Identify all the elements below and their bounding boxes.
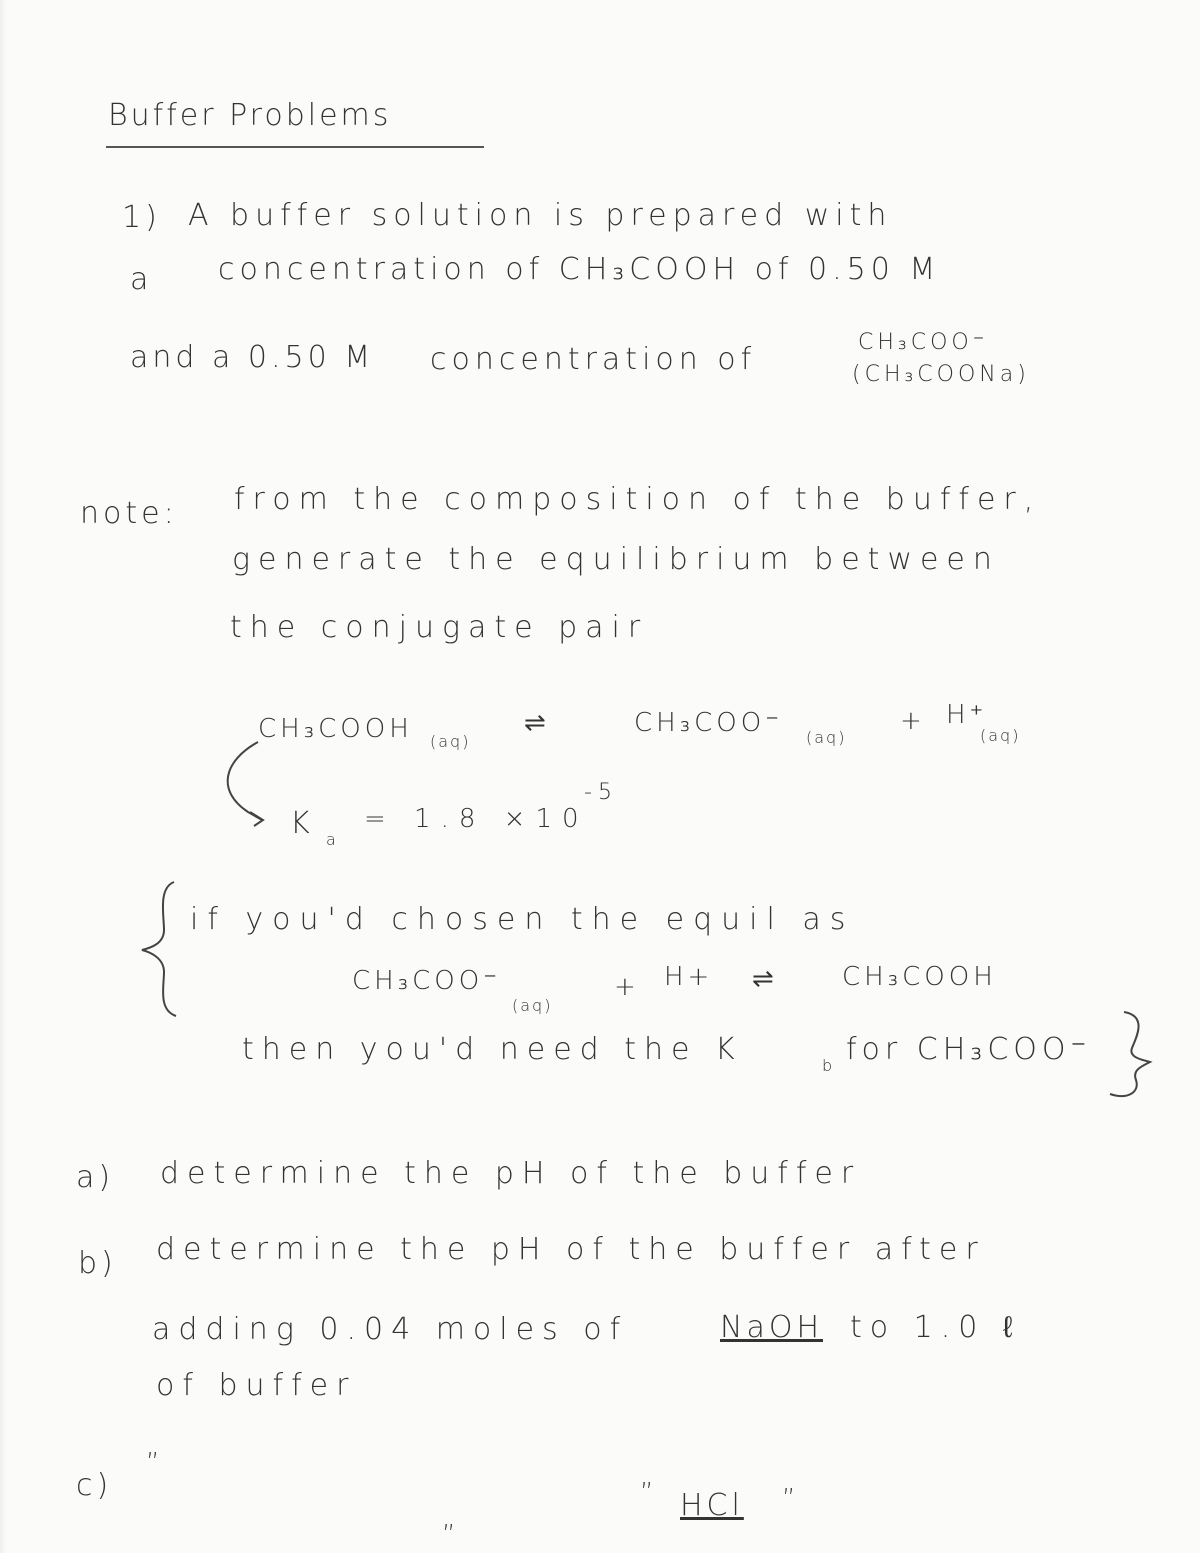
curved-arrow-head xyxy=(250,812,263,826)
aside-eq-plus: + xyxy=(614,972,640,1002)
part-b-label: b) xyxy=(78,1246,117,1281)
eq-product-h-state: (aq) xyxy=(980,726,1021,745)
acetate-salt: (CH₃COONa) xyxy=(852,362,1030,387)
part-c-ditto-4: ” xyxy=(782,1484,800,1514)
page-title: Buffer Problems xyxy=(108,98,392,133)
problem-line-3: concentration of xyxy=(430,342,757,377)
aside-eq-state: (aq) xyxy=(512,996,553,1015)
note-line-1: from the composition of the buffer, xyxy=(234,482,1042,517)
curved-arrow xyxy=(228,742,262,820)
note-line-2: generate the equilibrium between xyxy=(232,542,1000,577)
part-c-label: c) xyxy=(76,1468,113,1503)
part-b-line-3: of buffer xyxy=(156,1368,357,1403)
problem-line-3-prefix: and a 0.50 M xyxy=(130,340,375,375)
part-c-hcl: HCl xyxy=(680,1488,744,1523)
part-b-naoh: NaOH xyxy=(720,1310,823,1345)
part-a-text: determine the pH of the buffer xyxy=(160,1156,862,1191)
part-c-ditto-3: ” xyxy=(640,1478,658,1508)
note-line-3: the conjugate pair xyxy=(230,610,649,645)
part-b-line-2-end: to 1.0 ℓ xyxy=(850,1310,1021,1345)
eq-product-h: H⁺ xyxy=(946,700,988,730)
part-c-ditto-2: ” xyxy=(442,1520,460,1550)
eq-reactant-state: (aq) xyxy=(430,732,471,751)
aside-line-3: then you'd need the K xyxy=(242,1032,743,1067)
ka-subscript: a xyxy=(326,830,338,849)
aside-kb-subscript: b xyxy=(822,1056,835,1075)
right-brace xyxy=(1110,1012,1150,1096)
aside-eq-reactant: CH₃COO⁻ xyxy=(352,966,501,996)
eq-reactant: CH₃COOH xyxy=(258,714,413,744)
problem-line-2-prefix: a xyxy=(130,262,153,297)
problem-line-1: A buffer solution is prepared with xyxy=(188,198,893,233)
ka-exponent: -5 xyxy=(584,780,618,805)
note-label: note: xyxy=(80,496,178,531)
eq-product-acetate: CH₃COO⁻ xyxy=(634,708,783,738)
ka-symbol: K xyxy=(290,806,314,841)
part-a-label: a) xyxy=(76,1160,115,1195)
aside-line-1: if you'd chosen the equil as xyxy=(190,902,855,937)
aside-line-3-end: for CH₃COO⁻ xyxy=(846,1032,1092,1067)
acetate-formula: CH₃COO⁻ xyxy=(858,330,989,355)
ka-value: = 1.8 ×10 xyxy=(364,804,589,834)
aside-eq-arrow: ⇌ xyxy=(752,964,774,994)
eq-product-acetate-state: (aq) xyxy=(806,728,847,747)
part-b-line-1: determine the pH of the buffer after xyxy=(156,1232,986,1267)
eq-arrow: ⇌ xyxy=(524,708,546,738)
problem-number: 1) xyxy=(122,200,161,235)
eq-plus: + xyxy=(900,706,926,736)
part-c-ditto-1: ” xyxy=(146,1448,164,1478)
left-brace xyxy=(142,882,176,1016)
part-b-line-2: adding 0.04 moles of xyxy=(152,1312,629,1347)
aside-eq-product: CH₃COOH xyxy=(842,962,997,992)
aside-eq-h: H+ xyxy=(664,962,714,992)
problem-line-2: concentration of CH₃COOH of 0.50 M xyxy=(218,252,941,287)
